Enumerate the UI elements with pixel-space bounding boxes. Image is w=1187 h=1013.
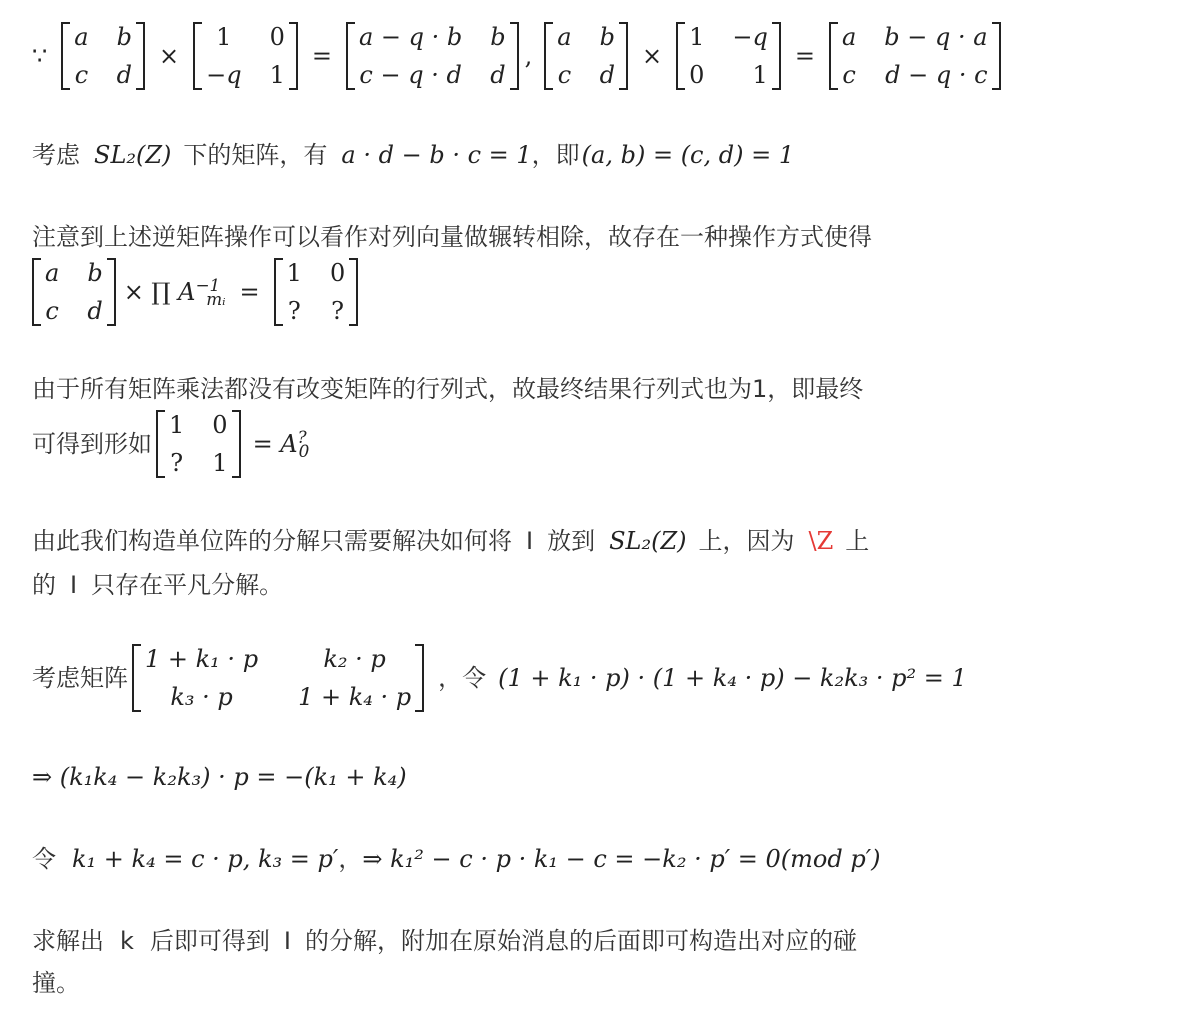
matrix-cell: −q — [732, 23, 768, 51]
m-subscript: mᵢ — [206, 289, 226, 310]
text: ，令 — [438, 664, 487, 692]
matrix-cell: k₂ · p — [323, 645, 386, 673]
matrix-cell: 0 — [212, 411, 228, 439]
matrix-cell: b — [116, 23, 132, 51]
trivial-decomposition-line — [32, 566, 283, 604]
identity-symbol: I — [283, 927, 291, 955]
matrix-cell: 0 — [269, 23, 285, 51]
text: 求解出 — [32, 927, 104, 955]
matrix-cell: c — [45, 297, 59, 325]
matrix-cell: a — [841, 23, 857, 51]
matrix-cell: 1 — [212, 449, 228, 477]
gcd-math: (a, b) = (c, d) = 1 — [581, 141, 795, 169]
matrix-k-p — [132, 644, 424, 712]
sl2z-math: SL₂(Z) — [94, 141, 172, 169]
matrix-cell: 1 — [286, 259, 302, 287]
matrix-cell: 1 — [269, 61, 285, 89]
consider-matrix-line — [32, 640, 967, 716]
matrix-cell: 1 — [169, 411, 185, 439]
product-operator — [124, 269, 226, 316]
matrix-cell: a — [45, 259, 60, 287]
matrix-operations-line — [32, 18, 1005, 94]
matrix-cell: 0 — [329, 259, 346, 287]
matrix-cell: c — [74, 61, 89, 89]
equals-symbol: = — [239, 278, 260, 306]
inverse-superscript: −1 — [195, 274, 221, 295]
matrix-cell: b — [490, 23, 506, 51]
text: 只存在平凡分解。 — [91, 571, 284, 599]
a0-superscript: ? — [297, 426, 307, 447]
text: 的分解，附加在原始消息的后面即可构造出对应的碰 — [304, 927, 857, 955]
text: ， — [338, 845, 363, 873]
text: 后即可得到 — [149, 927, 270, 955]
matrix-abcd-2 — [544, 22, 628, 90]
text: 放到 — [547, 527, 596, 555]
matrix-cell: d — [87, 297, 103, 325]
matrix-cell: 1 — [752, 61, 768, 89]
text: 考虑矩阵 — [32, 664, 128, 692]
matrix-abcd — [61, 22, 145, 90]
solve-k-line — [32, 922, 857, 960]
matrix-cell: d — [599, 61, 615, 89]
matrix-cell: 1 — [216, 23, 232, 51]
matrix-cell: b — [87, 259, 103, 287]
matrix-shear-lower — [193, 22, 298, 90]
text: 的 — [32, 571, 56, 599]
sl2z-determinant-line — [32, 136, 794, 174]
matrix-cell: d − q · c — [885, 61, 988, 89]
text: 注意到上述逆矩阵操作可以看作对列向量做辗转相除，故存在一种操作方式使得 — [32, 223, 872, 251]
k-symbol: k — [120, 927, 134, 955]
column-euclid-line — [32, 218, 872, 256]
matrix-cell: c — [557, 61, 572, 89]
matrix-result-1 — [346, 22, 519, 90]
matrix-cell: a — [74, 23, 89, 51]
matrix-result-3 — [274, 258, 359, 326]
matrix-cell: 1 — [689, 23, 705, 51]
collision-end-line — [32, 964, 80, 1002]
identity-decomposition-line — [32, 522, 869, 560]
text: 上，因为 — [698, 527, 795, 555]
a0-subscript: 0 — [298, 441, 310, 462]
sl2z-math: SL₂(Z) — [609, 527, 687, 555]
matrix-cell: b − q · a — [884, 23, 988, 51]
matrix-cell: a — [557, 23, 572, 51]
text: 撞。 — [32, 969, 80, 997]
determinant-math: a · d − b · c = 1 — [341, 141, 532, 169]
substitution-line — [32, 840, 881, 878]
product-symbol: × ∏ A — [123, 277, 196, 306]
implication-line — [32, 758, 407, 796]
a0-math — [253, 421, 310, 468]
text: ，即 — [531, 141, 580, 169]
matrix-lower-form — [156, 410, 241, 478]
matrix-abcd-3 — [32, 258, 116, 326]
matrix-cell: c — [842, 61, 856, 89]
matrix-cell: −q — [206, 61, 242, 89]
times-symbol: × — [158, 42, 180, 70]
implication-equation: ⇒ (k₁k₄ − k₂k₃) · p = −(k₁ + k₄) — [32, 763, 407, 791]
determinant-equation: (1 + k₁ · p) · (1 + k₄ · p) − k₂k₃ · p² = 1 — [498, 664, 967, 692]
text: 由此我们构造单位阵的分解只需要解决如何将 — [32, 527, 512, 555]
matrix-cell: ? — [287, 297, 301, 325]
substitution-equation: k₁ + k₄ = c · p, k₃ = p′ — [72, 845, 339, 873]
matrix-cell: b — [599, 23, 615, 51]
equals-symbol: = — [311, 42, 332, 70]
final-form-line — [32, 406, 309, 482]
matrix-shear-upper — [676, 22, 781, 90]
matrix-result-2 — [829, 22, 1001, 90]
matrix-cell: 0 — [689, 61, 705, 89]
inverse-product-equation — [32, 254, 362, 330]
matrix-cell: d — [116, 61, 132, 89]
matrix-cell: 1 + k₁ · p — [145, 645, 259, 673]
matrix-cell: c − q · d — [359, 61, 462, 89]
equals-a: = A — [252, 429, 298, 458]
because-symbol: ∵ — [32, 42, 48, 70]
matrix-cell: 1 + k₄ · p — [298, 683, 412, 711]
times-symbol: × — [641, 42, 663, 70]
congruence-equation: ⇒ k₁² − c · p · k₁ − c = −k₂ · p′ = 0(mod p′) — [362, 845, 881, 873]
comma: , — [524, 42, 533, 70]
text: 考虑 — [32, 141, 80, 169]
determinant-preserved-line — [32, 370, 863, 408]
text: 由于所有矩阵乘法都没有改变矩阵的行列式，故最终结果行列式也为1，即最终 — [32, 375, 864, 403]
matrix-cell: ? — [331, 297, 345, 325]
identity-symbol: I — [526, 527, 534, 555]
identity-symbol: I — [70, 571, 78, 599]
text: 上 — [845, 527, 870, 555]
equals-symbol: = — [794, 42, 815, 70]
text: 下的矩阵，有 — [183, 141, 328, 169]
matrix-cell: a − q · b — [358, 23, 463, 51]
matrix-cell: ? — [170, 449, 184, 477]
text: 令 — [32, 845, 56, 873]
matrix-cell: d — [490, 61, 506, 89]
text: 可得到形如 — [32, 430, 152, 458]
matrix-cell: k₃ · p — [170, 683, 233, 711]
z-error-math: \Z — [808, 527, 834, 555]
